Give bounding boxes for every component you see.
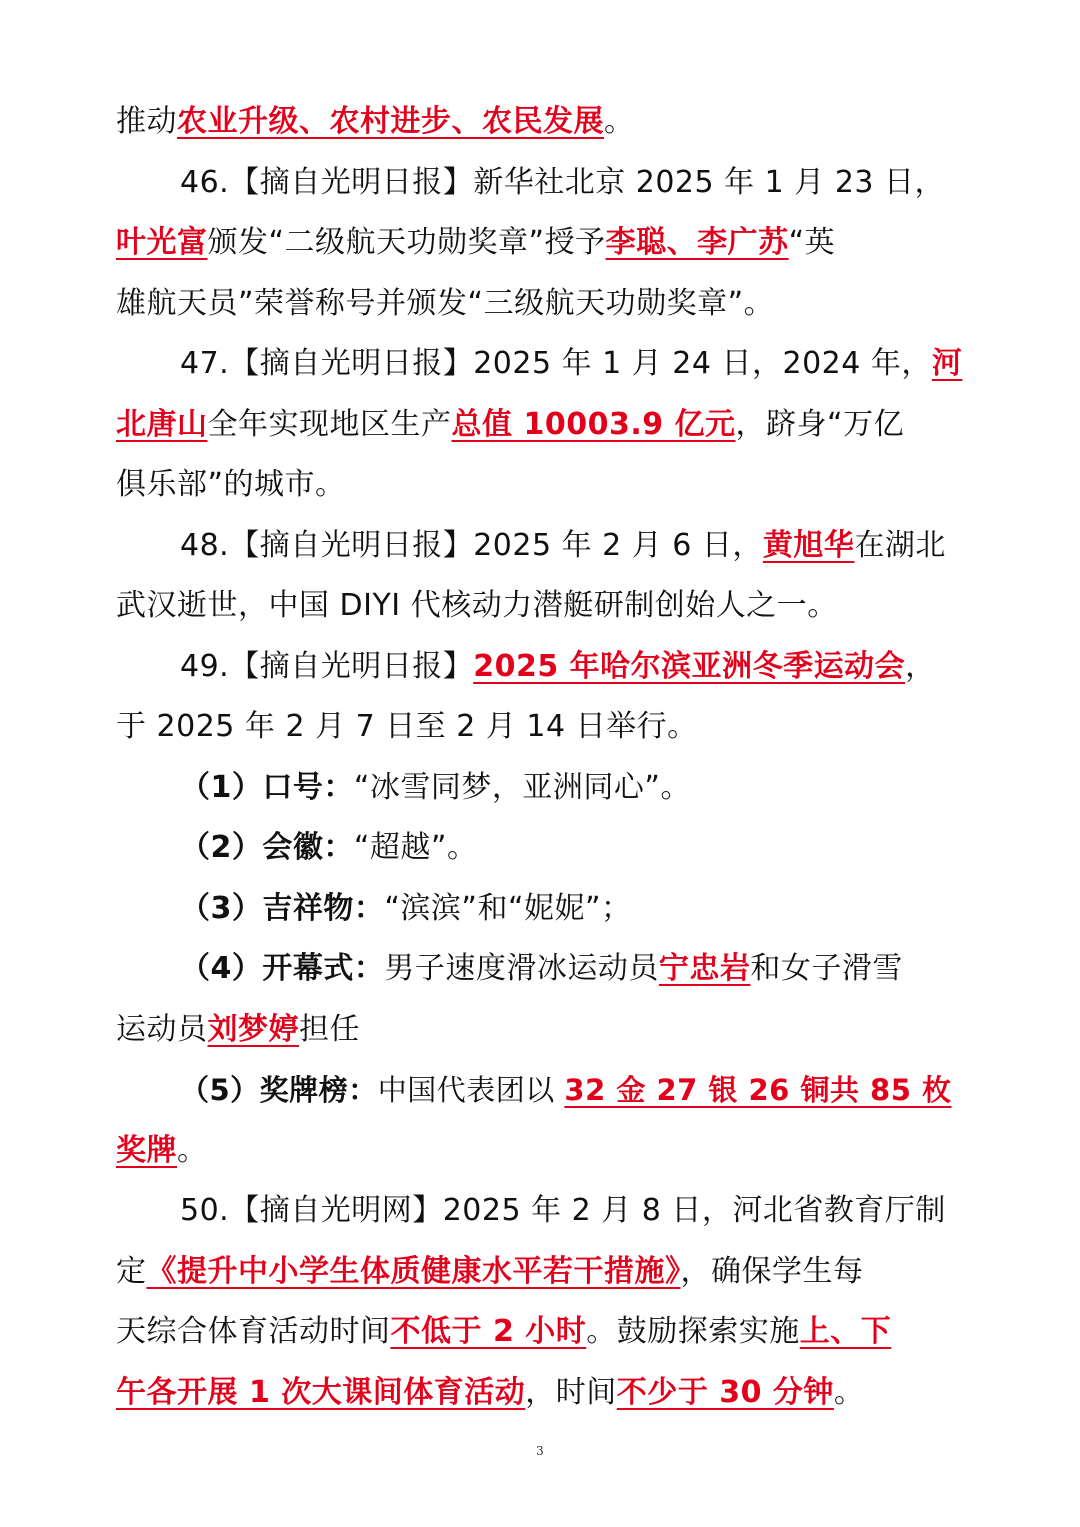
text-run: 48.【摘自光明日报】2025 年 2 月 6 日，	[180, 527, 763, 563]
text-run: 运动员	[116, 1011, 208, 1047]
highlighted-phrase: 叶光富	[116, 225, 208, 260]
bold-label: （3）吉祥物：	[180, 890, 385, 926]
highlighted-phrase: 北唐山	[116, 406, 208, 442]
text-run: 中国代表团以	[377, 1073, 565, 1107]
text-line	[116, 1302, 966, 1363]
document-body	[116, 92, 966, 1423]
text-line	[116, 274, 966, 335]
text-line	[116, 1060, 966, 1121]
text-run: 。	[177, 1132, 208, 1168]
highlighted-phrase: 黄旭华	[762, 527, 855, 563]
text-line	[116, 1181, 966, 1242]
text-run: “超越”。	[353, 830, 478, 865]
text-run: ，	[905, 648, 936, 684]
text-line	[116, 153, 966, 214]
highlighted-phrase: 不少于 30 分钟	[616, 1374, 834, 1410]
bold-label: （2）会徽：	[180, 830, 354, 865]
text-run: “英	[788, 225, 836, 260]
highlighted-phrase: 河	[931, 346, 963, 381]
text-line	[116, 939, 966, 1000]
text-line	[116, 213, 966, 274]
text-line	[116, 455, 966, 516]
text-run: 男子速度滑冰运动员	[384, 951, 659, 986]
text-run: 47.【摘自光明日报】2025 年 1 月 24 日，2024 年，	[180, 346, 932, 381]
text-line	[116, 92, 966, 153]
text-run: 46.【摘自光明日报】新华社北京 2025 年 1 月 23 日，	[180, 164, 946, 200]
text-line	[116, 576, 966, 637]
text-run: 。	[833, 1374, 865, 1410]
text-line	[116, 334, 966, 395]
text-run: 。	[604, 104, 635, 139]
text-run: 在湖北	[854, 527, 946, 563]
page-number: 3	[536, 1444, 544, 1458]
text-line	[116, 1242, 966, 1303]
highlighted-phrase: 《提升中小学生体质健康水平若干措施》	[146, 1253, 681, 1289]
text-run: 颁发“二级航天功勋奖章”授予	[207, 225, 606, 260]
text-line	[116, 516, 966, 577]
text-line	[116, 1000, 966, 1061]
text-run: ，确保学生每	[680, 1253, 864, 1289]
text-run: 担任	[299, 1011, 360, 1047]
text-run: 和女子滑雪	[750, 951, 903, 986]
highlighted-phrase: 午各开展 1 次大课间体育活动	[116, 1374, 526, 1410]
text-run: “冰雪同梦，亚洲同心”。	[353, 769, 691, 805]
text-run: 全年实现地区生产	[207, 406, 452, 442]
bold-label: （4）开幕式：	[180, 951, 385, 986]
text-run: 雄航天员”荣誉称号并颁发“三级航天功勋奖章”。	[116, 285, 775, 321]
text-run: 天综合体育活动时间	[116, 1314, 391, 1349]
bold-label: （5）奖牌榜：	[180, 1073, 378, 1107]
highlighted-phrase: 刘梦婷	[207, 1011, 299, 1047]
highlighted-phrase: 农业升级、农村进步、农民发展	[177, 104, 604, 139]
text-run: “滨滨”和“妮妮”；	[384, 890, 632, 926]
text-line	[116, 395, 966, 456]
highlighted-phrase: 李聪、李广苏	[605, 225, 789, 260]
text-line	[116, 637, 966, 698]
text-line	[116, 758, 966, 819]
text-run: 定	[116, 1253, 147, 1289]
text-run: 50.【摘自光明网】2025 年 2 月 8 日，河北省教育厅制	[180, 1193, 946, 1228]
text-run: 俱乐部”的城市。	[116, 467, 346, 502]
text-run: ，跻身“万亿	[735, 406, 905, 442]
text-run: 推动	[116, 104, 177, 139]
text-run: 49.【摘自光明日报】	[180, 648, 474, 684]
highlighted-phrase: 上、下	[799, 1314, 892, 1349]
text-run: 。鼓励探索实施	[586, 1314, 800, 1349]
text-run: ，时间	[525, 1374, 617, 1410]
highlighted-phrase: 宁忠岩	[658, 951, 751, 986]
text-line	[116, 1121, 966, 1182]
highlighted-phrase: 总值 10003.9 亿元	[451, 406, 736, 442]
text-run: 于 2025 年 2 月 7 日至 2 月 14 日举行。	[116, 709, 698, 744]
highlighted-phrase: 不低于 2 小时	[390, 1314, 587, 1349]
bold-label: （1）口号：	[180, 769, 354, 805]
text-line	[116, 697, 966, 758]
text-line	[116, 1363, 966, 1424]
highlighted-phrase: 32 金 27 银 26 铜共 85 枚	[564, 1073, 952, 1107]
text-line	[116, 818, 966, 879]
highlighted-phrase: 2025 年哈尔滨亚洲冬季运动会	[473, 648, 906, 684]
text-run: 武汉逝世，中国 DIYI 代核动力潜艇研制创始人之一。	[116, 588, 838, 623]
text-line	[116, 879, 966, 940]
highlighted-phrase: 奖牌	[116, 1132, 177, 1168]
